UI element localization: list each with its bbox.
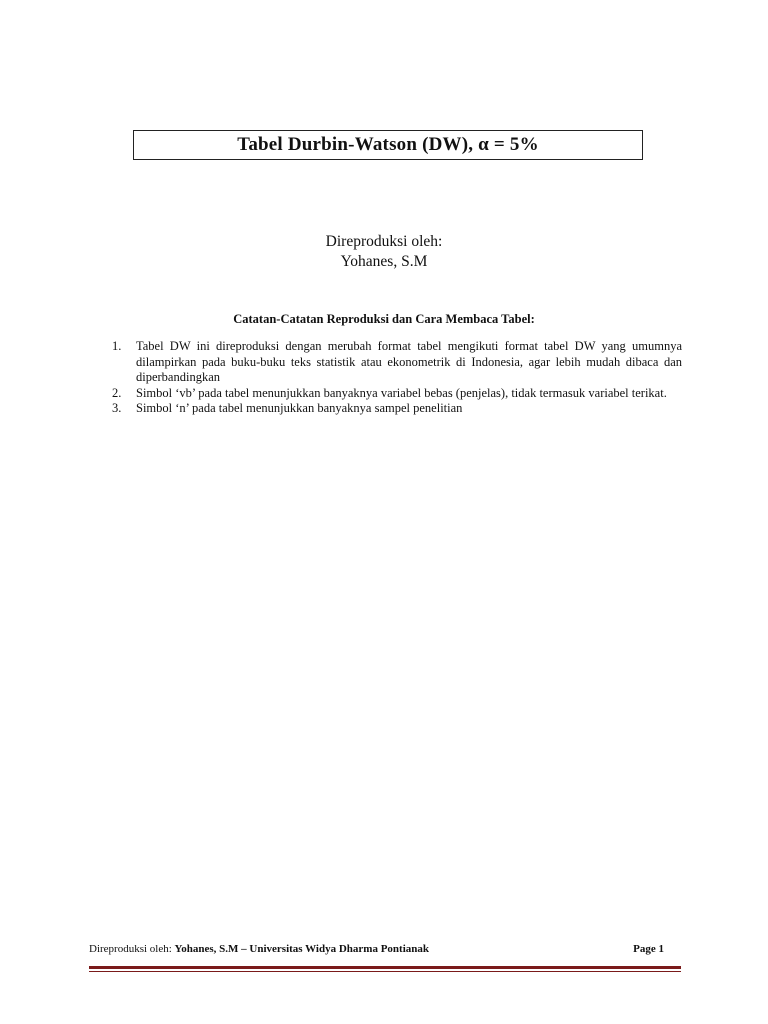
note-item	[112, 386, 682, 402]
note-number: 2.	[112, 385, 122, 400]
page-title: Tabel Durbin-Watson (DW), α = 5%	[237, 134, 539, 155]
footer-rule-thin	[89, 971, 681, 972]
note-number: 1.	[112, 339, 122, 353]
reproduction-author: Yohanes, S.M	[340, 253, 428, 270]
note-item	[112, 401, 682, 417]
footer-credit-line	[89, 943, 429, 955]
footer	[89, 943, 664, 955]
note-number: 3.	[112, 401, 122, 415]
note-item	[112, 339, 682, 386]
title-box	[133, 130, 643, 160]
footer-rule-thick	[89, 966, 681, 969]
footer-credit: Yohanes, S.M – Universitas Widya Dharma Pontianak	[174, 943, 430, 955]
reproduction-block	[0, 232, 768, 272]
note-text: Tabel DW ini direproduksi dengan merubah format tabel mengikuti format tabel DW yang umumnya dilampirkan pada buku-buku teks statistik atau ekonometrik di Indonesia, agar lebih mudah dibaca dan diperbandingkan	[136, 339, 682, 384]
notes-list	[112, 339, 682, 417]
notes-heading: Catatan-Catatan Reproduksi dan Cara Membaca Tabel:	[233, 312, 535, 326]
note-text: Simbol ‘vb’ pada tabel menunjukkan banyaknya variabel bebas (penjelas), tidak termasuk variabel terikat.	[136, 385, 667, 400]
reproduction-label: Direproduksi oleh:	[325, 233, 443, 250]
footer-label: Direproduksi oleh:	[89, 943, 175, 955]
note-text: Simbol ‘n’ pada tabel menunjukkan banyaknya sampel penelitian	[136, 401, 463, 415]
page-number: Page 1	[633, 943, 664, 955]
